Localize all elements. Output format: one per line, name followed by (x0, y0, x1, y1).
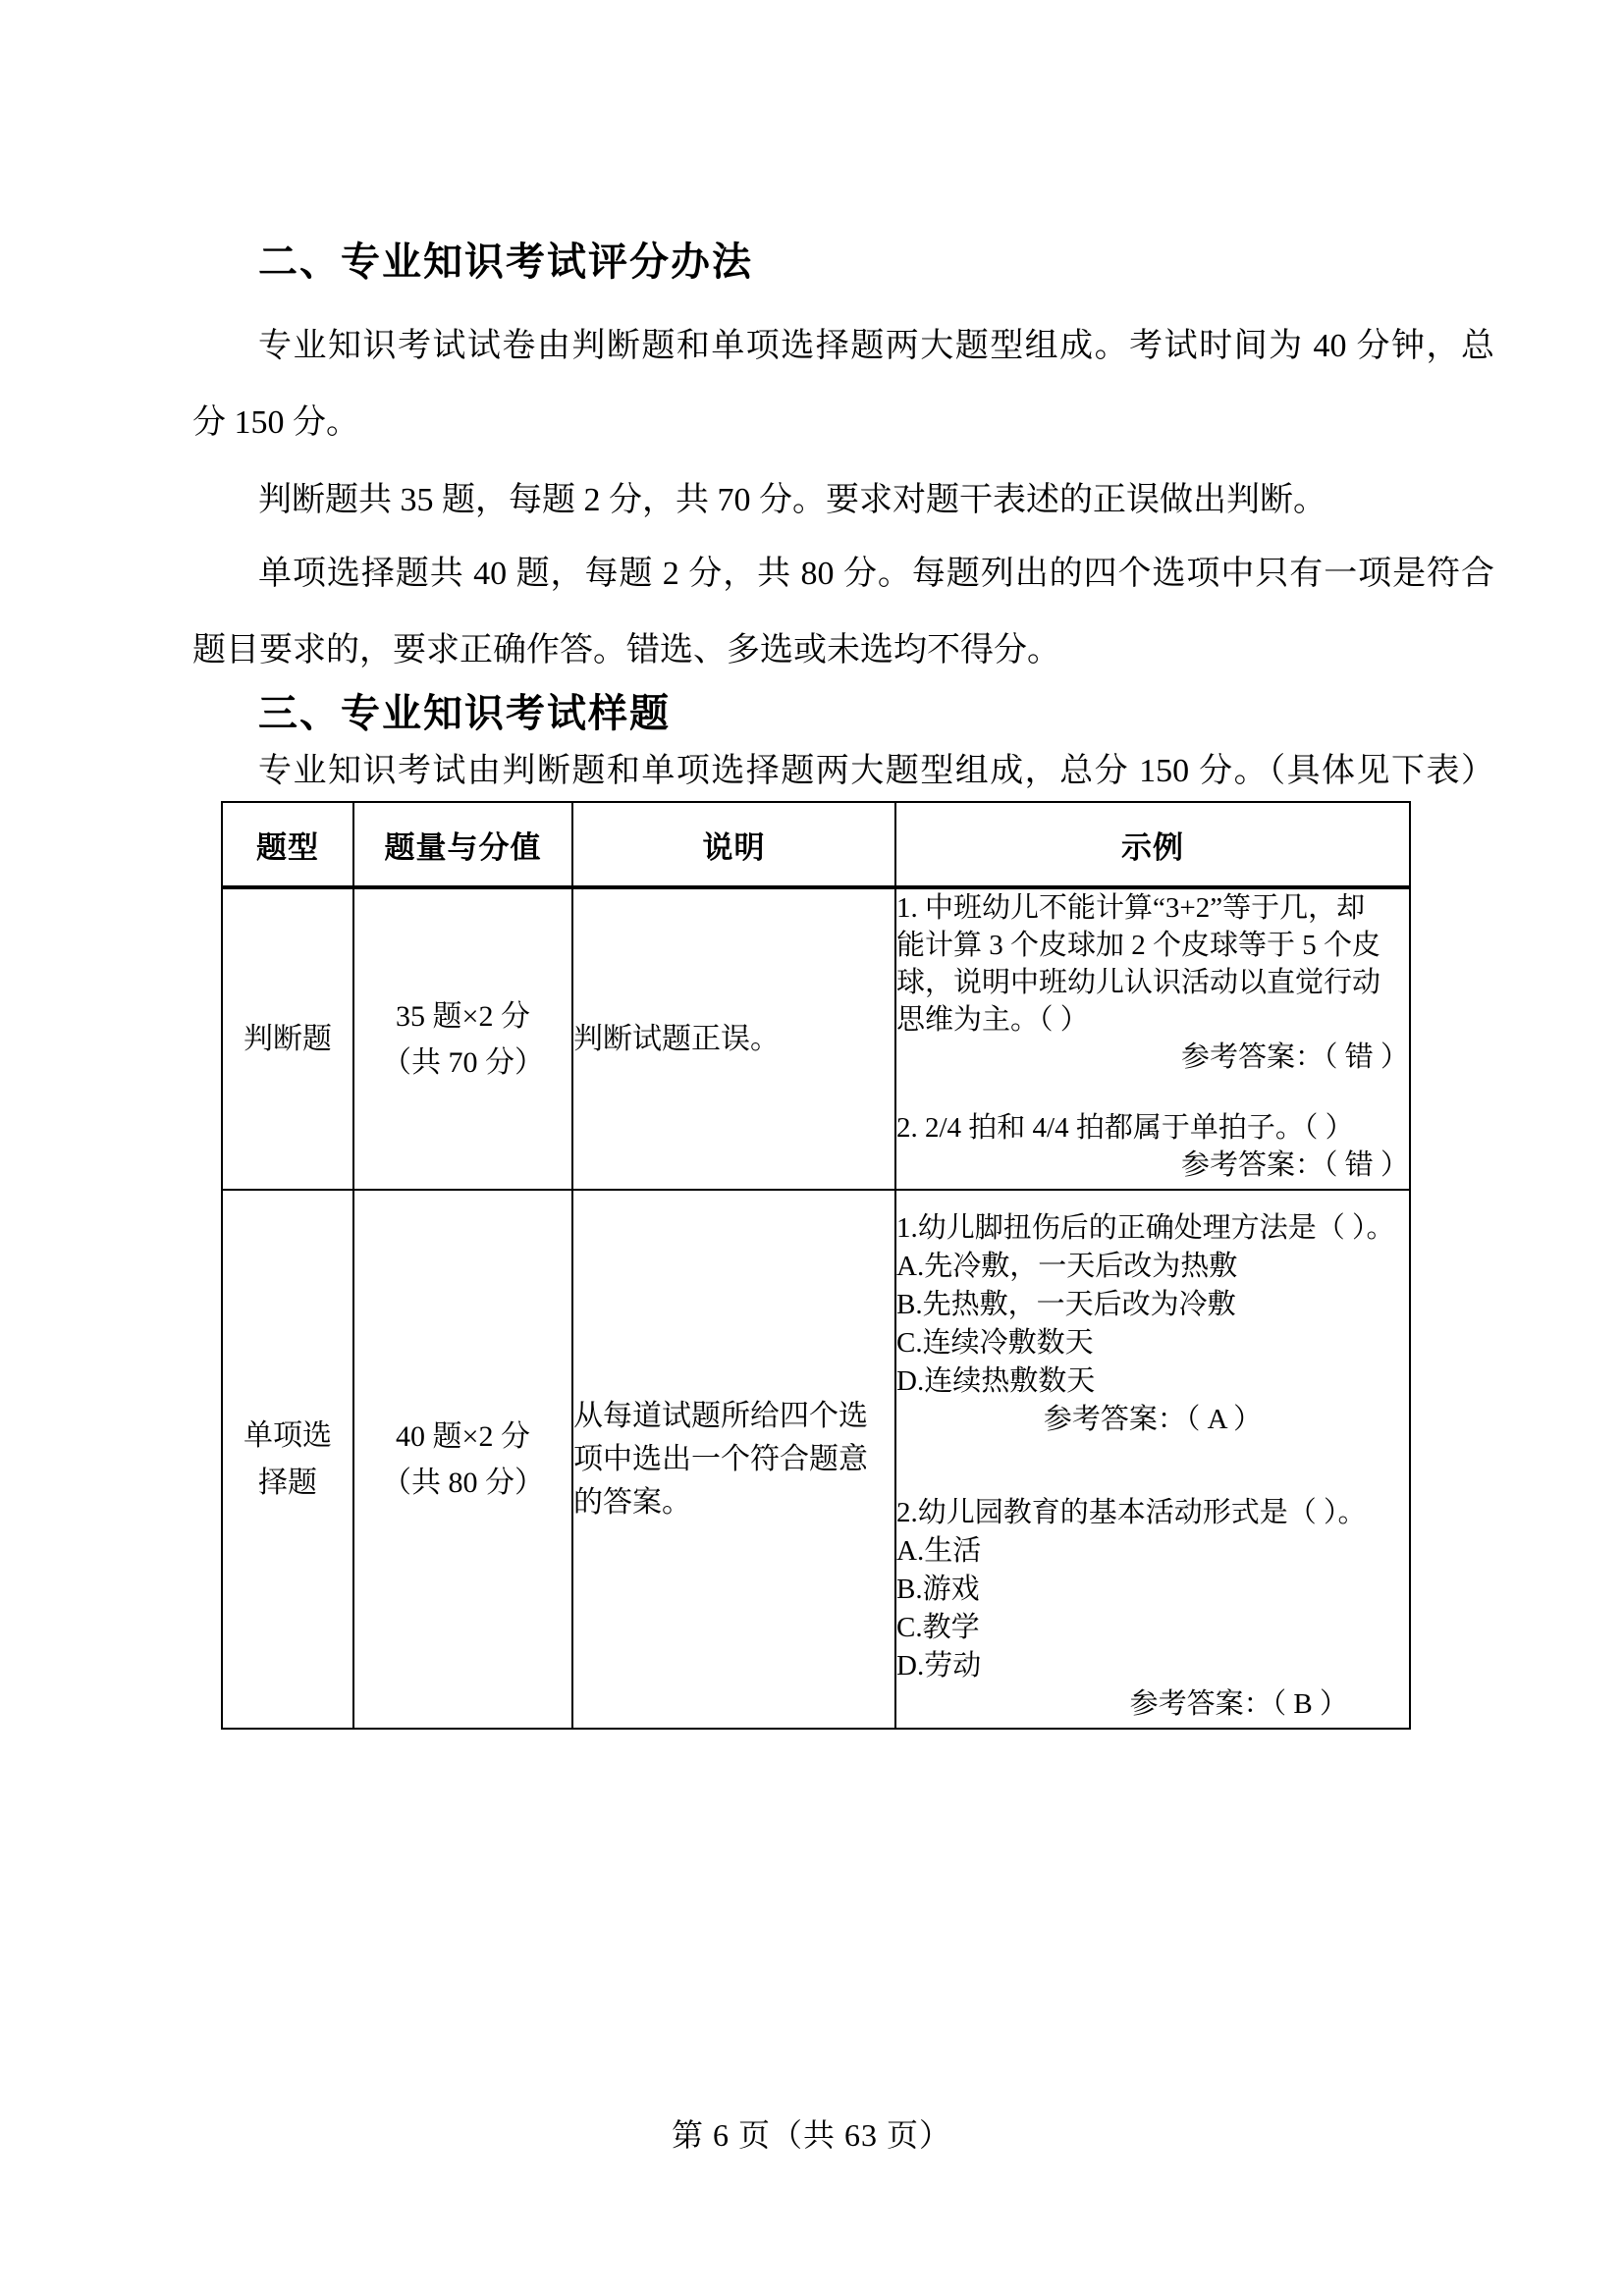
example-option: A.生活 (896, 1535, 982, 1567)
section3-heading: 三、专业知识考试样题 (258, 692, 671, 735)
example-line: 思维为主。（ ） (896, 1004, 1089, 1036)
example-question: 1.幼儿脚扭伤后的正确处理方法是（ ）。 (896, 1212, 1395, 1244)
cell-quantity-score (353, 1190, 572, 1729)
table-header-quantity-score: 题量与分值 (353, 802, 572, 887)
cell-description (572, 1190, 895, 1729)
example-option: D.连续热敷数天 (896, 1365, 1096, 1397)
quantity-line: （共 70 分） (382, 1045, 544, 1079)
table-header-example: 示例 (895, 802, 1410, 887)
paragraph-exam-overview (192, 308, 1494, 461)
spacer (896, 1439, 1409, 1494)
paragraph-table-intro (192, 750, 1494, 793)
table-header-description: 说明 (572, 802, 895, 887)
cell-examples (895, 1190, 1410, 1729)
example-option: C.教学 (896, 1612, 980, 1643)
table-header-question-type: 题型 (222, 802, 353, 887)
page-number-footer: 第 6 页（共 63 页） (671, 2117, 951, 2153)
cell-description (572, 887, 895, 1190)
section2-heading: 二、专业知识考试评分办法 (258, 240, 753, 284)
example-option: D.劳动 (896, 1650, 982, 1682)
cell-question-type (222, 887, 353, 1190)
quantity-line: （共 80 分） (382, 1466, 544, 1499)
example-answer: 参考答案：（ B ） (1129, 1688, 1348, 1720)
example-option: B.游戏 (896, 1574, 980, 1605)
example-option: B.先热敷，一天后改为冷敷 (896, 1289, 1236, 1320)
question-type-label: 单项选 (243, 1418, 332, 1452)
table-row-single-choice (222, 1190, 1410, 1729)
example-line: 球，说明中班幼儿认识活动以直觉行动 (896, 967, 1381, 998)
spacer (896, 1076, 1409, 1109)
paragraph-line: 判断题共 35 题，每题 2 分，共 70 分。要求对题干表述的正误做出判断。 (258, 482, 1326, 518)
example-option: C.连续冷敷数天 (896, 1327, 1094, 1359)
question-type-label: 判断题 (243, 1022, 332, 1055)
example-answer: 参考答案：（ 错 ） (1180, 1041, 1409, 1073)
example-option: A.先冷敷，一天后改为热敷 (896, 1251, 1238, 1282)
exam-sample-table (221, 801, 1411, 1730)
example-line: 能计算 3 个皮球加 2 个皮球等于 5 个皮 (896, 930, 1381, 961)
paragraph-choice-rules (192, 536, 1494, 689)
paragraph-judgement-rules (192, 462, 1494, 539)
paragraph-line: 单项选择题共 40 题，每题 2 分，共 80 分。每题列出的四个选项中只有一项是符合 (258, 556, 1494, 592)
quantity-line: 35 题×2 分 (396, 999, 530, 1033)
cell-examples (895, 887, 1410, 1190)
example-line: 1. 中班幼儿不能计算“3+2”等于几，却 (896, 892, 1366, 924)
description-text: 判断试题正误。 (573, 1022, 780, 1055)
paragraph-line: 题目要求的，要求正确作答。错选、多选或未选均不得分。 (192, 632, 1060, 668)
cell-question-type (222, 1190, 353, 1729)
cell-quantity-score (353, 887, 572, 1190)
paragraph-line: 分 150 分。 (192, 404, 359, 441)
example-line: 2. 2/4 拍和 4/4 拍都属于单拍子。（ ） (896, 1112, 1354, 1144)
table-header-row (222, 802, 1410, 887)
example-question: 2.幼儿园教育的基本活动形式是（ ）。 (896, 1497, 1367, 1528)
paragraph-line: 专业知识考试试卷由判断题和单项选择题两大题型组成。考试时间为 40 分钟，总 (258, 328, 1494, 364)
quantity-line: 40 题×2 分 (396, 1419, 530, 1453)
paragraph-line: 专业知识考试由判断题和单项选择题两大题型组成，总分 150 分。（具体见下表） (258, 753, 1494, 789)
description-text: 从每道试题所给四个选项中选出一个符合题意的答案。 (573, 1399, 868, 1519)
table-row-judgement (222, 887, 1410, 1190)
example-answer: 参考答案：（ 错 ） (1180, 1149, 1409, 1181)
example-answer: 参考答案：（ A ） (1043, 1404, 1263, 1435)
question-type-label: 择题 (258, 1466, 317, 1499)
